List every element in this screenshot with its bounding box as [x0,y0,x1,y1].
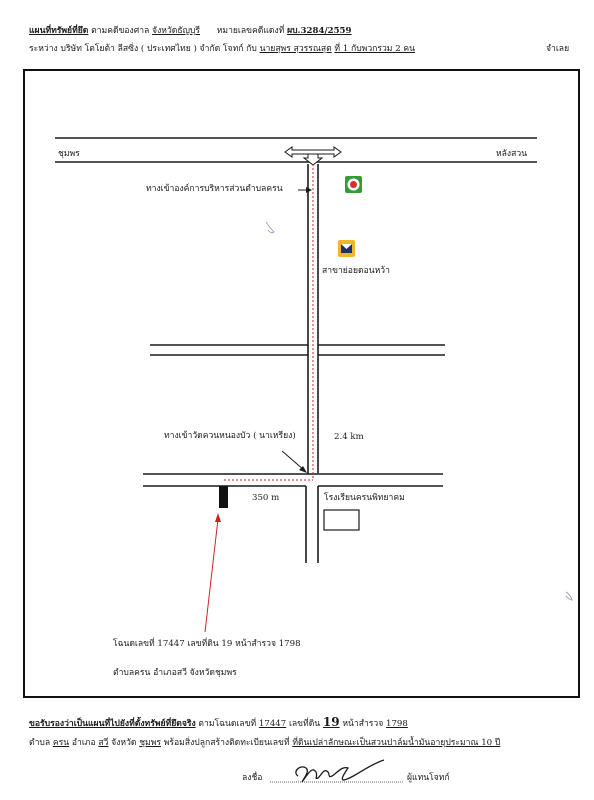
survey-number: 1798 [386,719,408,729]
label-distance-m: 350 m [252,493,280,503]
changwat-prefix: จังหวัด [111,738,137,748]
amphoe-value: สวี [98,738,109,748]
scan-mark [566,592,572,600]
temple-leader-line [282,451,304,470]
case-number: ผบ.3284/2559 [287,26,352,36]
property-marker [219,486,228,508]
defendant-count: ที่ 1 กับพวกรวม 2 คน [334,44,416,54]
defendant-name: นายสุพร สุวรรณสุต [259,44,332,54]
label-sao-entrance: ทางเข้าองค์การบริหารส่วนตำบลครน [146,184,283,194]
sign-label: ลงชื่อ [242,773,263,783]
deed-note-line-1: โฉนดเลขที่ 17447 เลขที่ดิน 19 หน้าสำรวจ 1798 [113,639,301,649]
amphoe-prefix: อำเภอ [71,738,96,748]
court-name: จังหวัดธัญบุรี [152,26,200,36]
school-building [324,510,359,530]
property-pointer-line [205,519,218,632]
description-value: ที่ดินเปล่าลักษณะเป็นสวนปาล์มน้ำมันอายุประมาณ 10 ปี [292,738,501,748]
location-line [29,739,500,748]
handwritten-signature [296,760,384,782]
scan-mark [266,222,274,233]
plaintiff-name: บริษัท โตโยต้า ลีสซิ่ง ( ประเทศไทย ) จำกัด [60,44,221,54]
label-branch-office: สาขาย่อยดอนหว้า [322,266,390,276]
survey-prefix: หน้าสำรวจ [342,719,384,729]
signature-line [268,752,408,788]
post-office-logo-icon [338,240,355,257]
tambon-prefix: ตำบล [29,738,51,748]
document-title: แผนที่ทรัพย์ที่ยึด [29,26,89,36]
description-prefix: พร้อมสิ่งปลูกสร้างติดทะเบียนเลขที่ [163,738,290,748]
tambon-value: ครน [52,738,70,748]
sao-logo-icon [345,176,362,193]
deed-prefix: ตามโฉนดเลขที่ [198,719,257,729]
label-school: โรงเรียนครนพิทยาคม [324,493,405,503]
label-right-town: หลังสวน [496,149,528,159]
label-left-town: ชุมพร [58,149,80,159]
certify-title: ขอรับรองว่าเป็นแผนที่ไปยังที่ตั้งทรัพย์ที่ยึดจริง [29,719,196,729]
property-pointer-arrowhead [215,513,221,522]
certify-line [29,716,408,729]
deed-number: 17447 [258,719,287,729]
court-prefix: ตามคดีของศาล [91,26,150,36]
deed-note-line-2: ตำบลครน อำเภอสวี จังหวัดชุมพร [113,668,237,678]
between-label: ระหว่าง [29,44,58,54]
case-prefix: หมายเลขคดีแดงที่ [216,26,285,36]
land-number: 19 [322,715,340,729]
defendant-role: จำเลย [546,44,570,54]
sao-leader-arrowhead [306,187,312,193]
changwat-value: ชุมพร [139,738,161,748]
label-distance-km: 2.4 km [334,432,364,442]
plaintiff-role: โจทก์ กับ [222,44,257,54]
land-prefix: เลขที่ดิน [288,719,321,729]
sign-role: ผู้แทนโจทก์ [407,773,450,783]
label-temple-entrance: ทางเข้าวัดควนหนองบัว ( นาเหรียง) [164,431,296,441]
